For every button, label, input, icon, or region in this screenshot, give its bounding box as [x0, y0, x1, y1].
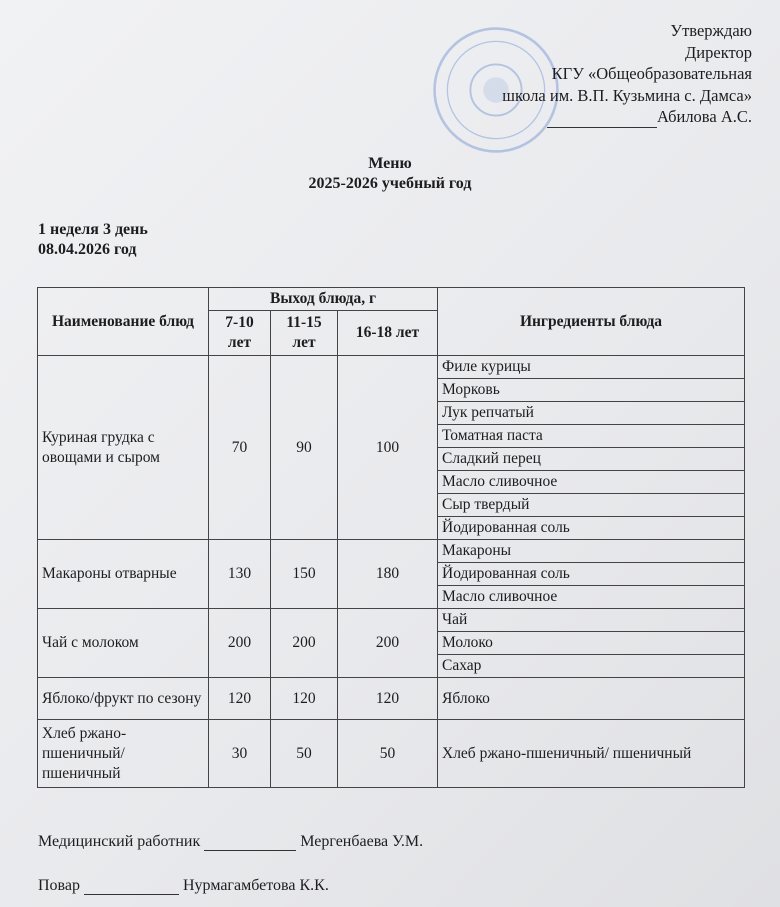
week-day: 1 неделя 3 день: [38, 221, 148, 238]
ingredient: Сахар: [438, 655, 745, 678]
medic-name: Мергенбаева У.М.: [300, 833, 424, 850]
yield-11-15: 200: [271, 609, 338, 678]
approval-block: [502, 20, 752, 128]
yield-7-10: 30: [209, 720, 271, 788]
table-row: [38, 609, 745, 632]
yield-11-15: 120: [271, 678, 338, 720]
approval-position: Директор: [685, 42, 752, 62]
table-row: [38, 540, 745, 563]
ingredient: Сыр твердый: [438, 494, 745, 517]
dish-name: Яблоко/фрукт по сезону: [38, 678, 209, 720]
ingredient: Молоко: [438, 632, 745, 655]
title-menu: Меню: [368, 155, 412, 172]
yield-7-10: 130: [209, 540, 271, 609]
ingredient: Масло сливочное: [438, 586, 745, 609]
table-row: [38, 356, 745, 379]
ingredient: Масло сливочное: [438, 471, 745, 494]
yield-16-18: 50: [338, 720, 438, 788]
dish-name: Куриная грудка с овощами и сыром: [38, 356, 209, 540]
title-year: 2025-2026 учебный год: [308, 175, 472, 192]
medic-signature-line: [204, 832, 296, 851]
ingredient: Филе курицы: [438, 356, 745, 379]
approval-org-2: школа им. В.П. Кузьмина с. Дамса»: [502, 85, 752, 105]
approval-heading: Утверждаю: [670, 21, 752, 40]
table-row: [38, 720, 745, 788]
medic-signature: [38, 832, 423, 851]
dish-name: Макароны отварные: [38, 540, 209, 609]
day-info: [38, 220, 148, 260]
ingredient: Яблоко: [438, 678, 745, 720]
header-age-7-10: 7-10 лет: [209, 311, 271, 356]
yield-16-18: 120: [338, 678, 438, 720]
ingredient: Чай: [438, 609, 745, 632]
cook-label: Повар: [38, 877, 80, 894]
ingredient: Макароны: [438, 540, 745, 563]
yield-7-10: 120: [209, 678, 271, 720]
header-ingredients: Ингредиенты блюда: [438, 288, 745, 356]
cook-signature: [38, 876, 329, 895]
ingredient: Йодированная соль: [438, 517, 745, 540]
yield-11-15: 50: [271, 720, 338, 788]
cook-name: Нурмагамбетова К.К.: [183, 877, 329, 894]
header-age-11-15: 11-15 лет: [271, 311, 338, 356]
table-row: [38, 678, 745, 720]
ingredient: Хлеб ржано-пшеничный/ пшеничный: [438, 720, 745, 788]
yield-11-15: 150: [271, 540, 338, 609]
menu-table: [37, 287, 745, 788]
medic-label: Медицинский работник: [38, 833, 201, 850]
ingredient: Лук репчатый: [438, 402, 745, 425]
header-yield: Выход блюда, г: [209, 288, 438, 311]
yield-7-10: 70: [209, 356, 271, 540]
header-age-16-18: 16-18 лет: [338, 311, 438, 356]
yield-16-18: 100: [338, 356, 438, 540]
yield-16-18: 200: [338, 609, 438, 678]
date: 08.04.2026 год: [38, 241, 137, 258]
document-title: [0, 154, 780, 194]
dish-name: Хлеб ржано-пшеничный/ пшеничный: [38, 720, 209, 788]
ingredient: Томатная паста: [438, 425, 745, 448]
yield-11-15: 90: [271, 356, 338, 540]
yield-7-10: 200: [209, 609, 271, 678]
dish-name: Чай с молоком: [38, 609, 209, 678]
ingredient: Йодированная соль: [438, 563, 745, 586]
yield-16-18: 180: [338, 540, 438, 609]
header-dish-name: Наименование блюд: [38, 288, 209, 356]
ingredient: Сладкий перец: [438, 448, 745, 471]
director-signature-line: [547, 109, 657, 128]
ingredient: Морковь: [438, 379, 745, 402]
cook-signature-line: [84, 876, 179, 895]
approval-org: КГУ «Общеобразовательная: [551, 64, 752, 83]
director-name: Абилова А.С.: [657, 107, 752, 126]
